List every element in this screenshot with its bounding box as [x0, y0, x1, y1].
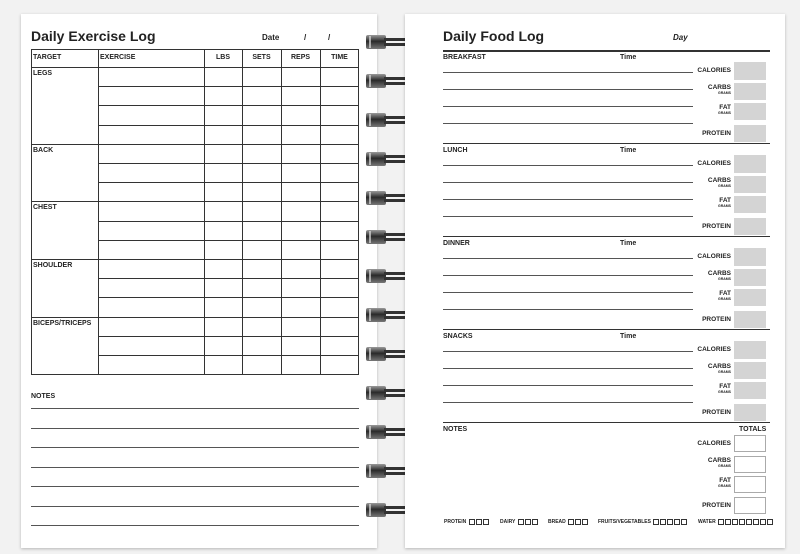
exercise-notes-lines — [31, 402, 359, 532]
total-field-carbs[interactable] — [734, 456, 766, 473]
nutrient-name: FAT — [719, 197, 731, 204]
target-label: LEGS — [33, 70, 53, 77]
notes-line[interactable] — [31, 506, 359, 507]
food-log-page — [405, 14, 785, 548]
tracker-bread-label: BREAD — [548, 519, 566, 525]
nutrient-name: CALORIES — [697, 67, 731, 74]
checkbox-icon[interactable] — [760, 519, 766, 525]
checkbox-icon[interactable] — [532, 519, 538, 525]
checkbox-icon[interactable] — [525, 519, 531, 525]
table-rule — [31, 201, 359, 202]
meal-label-breakfast: BREAKFAST — [443, 54, 486, 61]
nutrient-name: CALORIES — [697, 440, 731, 447]
meal-label-lunch: LUNCH — [443, 147, 468, 154]
nutrient-name: CARBS — [707, 177, 731, 184]
nutrient-name: CARBS — [707, 363, 731, 370]
grams-unit: GRAMS — [717, 204, 731, 208]
grams-unit: GRAMS — [717, 184, 731, 188]
tracker-bread — [548, 519, 588, 525]
nutrient-name: FAT — [719, 383, 731, 390]
target-label: CHEST — [33, 204, 57, 212]
exercise-log-title: Daily Exercise Log — [31, 28, 156, 44]
food-log-title: Daily Food Log — [443, 28, 545, 44]
total-label-carbs — [685, 457, 731, 468]
tracker-dairy — [500, 519, 538, 525]
grams-unit: GRAMS — [717, 277, 731, 281]
tracker-water-label: WATER — [698, 519, 716, 525]
nutrient-name: FAT — [719, 290, 731, 297]
meal-label-snacks: SNACKS — [443, 333, 473, 340]
checkbox-icon[interactable] — [667, 519, 673, 525]
time-label: Time — [620, 54, 637, 61]
checkbox-icon[interactable] — [476, 519, 482, 525]
totals-label: TOTALS — [739, 426, 767, 433]
time-label: Time — [620, 240, 637, 247]
checkbox-icon[interactable] — [718, 519, 724, 525]
notes-line[interactable] — [31, 525, 359, 526]
checkbox-icon[interactable] — [681, 519, 687, 525]
checkbox-icon[interactable] — [469, 519, 475, 525]
nutrient-name: FAT — [719, 477, 731, 484]
notes-line[interactable] — [31, 467, 359, 468]
exercise-log-page — [21, 14, 377, 548]
nutrient-name: PROTEIN — [702, 223, 731, 230]
table-rule — [31, 317, 359, 318]
tracker-protein-label: PROTEIN — [444, 519, 467, 525]
notes-line[interactable] — [31, 447, 359, 448]
nutrient-name: FAT — [719, 104, 731, 111]
grams-unit: GRAMS — [717, 484, 731, 488]
nutrient-name: CARBS — [707, 270, 731, 277]
table-rule — [31, 374, 359, 375]
checkbox-icon[interactable] — [483, 519, 489, 525]
table-column-rule — [320, 49, 321, 374]
table-column-rule — [204, 49, 205, 374]
table-column-rule — [242, 49, 243, 374]
checkbox-icon[interactable] — [660, 519, 666, 525]
notes-line[interactable] — [31, 408, 359, 409]
day-label: Day — [673, 33, 688, 42]
checkbox-icon[interactable] — [746, 519, 752, 525]
tracker-protein — [444, 519, 489, 525]
checkbox-icon[interactable] — [732, 519, 738, 525]
column-header-reps: REPS — [290, 54, 311, 61]
nutrient-name: CALORIES — [697, 253, 731, 260]
time-label: Time — [620, 147, 637, 154]
nutrient-name: PROTEIN — [702, 316, 731, 323]
grams-unit: GRAMS — [717, 390, 731, 394]
checkbox-icon[interactable] — [753, 519, 759, 525]
exercise-table — [31, 49, 359, 374]
checkbox-icon[interactable] — [518, 519, 524, 525]
target-label: BICEPS/TRICEPS — [33, 319, 92, 327]
tracker-dairy-label: DAIRY — [500, 519, 516, 525]
table-column-rule — [358, 49, 359, 374]
date-separator: / — [304, 33, 307, 42]
exercise-notes-label: NOTES — [31, 393, 56, 400]
checkbox-icon[interactable] — [575, 519, 581, 525]
grams-unit: GRAMS — [717, 370, 731, 374]
checkbox-icon[interactable] — [568, 519, 574, 525]
target-label: SHOULDER — [33, 262, 73, 269]
checkbox-icon[interactable] — [582, 519, 588, 525]
tracker-water — [698, 519, 773, 525]
meal-label-dinner: DINNER — [443, 240, 470, 247]
checkbox-icon[interactable] — [725, 519, 731, 525]
tracker-fruits-vegetables-label: FRUITS/VEGETABLES — [598, 519, 651, 525]
total-field-protein[interactable] — [734, 497, 766, 514]
tracker-fruits-vegetables — [598, 519, 687, 525]
date-separator: / — [328, 33, 331, 42]
checkbox-icon[interactable] — [767, 519, 773, 525]
time-label: Time — [620, 333, 637, 340]
column-header-exercise: EXERCISE — [100, 54, 136, 61]
column-header-target: TARGET — [33, 54, 62, 61]
total-label-fat — [685, 477, 731, 488]
table-rule — [31, 67, 359, 68]
target-label: BACK — [33, 146, 54, 154]
table-rule — [31, 259, 359, 260]
column-header-sets: SETS — [252, 54, 271, 61]
grams-unit: GRAMS — [717, 464, 731, 468]
nutrient-name: CARBS — [707, 84, 731, 91]
table-rule — [31, 144, 359, 145]
grams-unit: GRAMS — [717, 111, 731, 115]
table-column-rule — [98, 49, 99, 374]
notes-line[interactable] — [31, 486, 359, 487]
table-column-rule — [281, 49, 282, 374]
column-header-lbs: LBS — [216, 54, 230, 61]
nutrient-name: CALORIES — [697, 160, 731, 167]
date-label: Date — [262, 33, 280, 42]
nutrient-name: PROTEIN — [702, 502, 731, 509]
total-field-fat[interactable] — [734, 476, 766, 493]
checkbox-icon[interactable] — [674, 519, 680, 525]
nutrient-name: PROTEIN — [702, 130, 731, 137]
total-label-calories — [685, 440, 731, 447]
column-header-time: TIME — [331, 54, 348, 61]
total-field-calories[interactable] — [734, 435, 766, 452]
totals-section — [405, 14, 785, 548]
notes-line[interactable] — [31, 428, 359, 429]
nutrient-name: PROTEIN — [702, 409, 731, 416]
food-notes-label: NOTES — [443, 426, 468, 433]
grams-unit: GRAMS — [717, 297, 731, 301]
checkbox-icon[interactable] — [653, 519, 659, 525]
nutrient-name: CALORIES — [697, 346, 731, 353]
table-column-rule — [31, 49, 32, 374]
grams-unit: GRAMS — [717, 91, 731, 95]
nutrient-name: CARBS — [707, 457, 731, 464]
table-rule — [31, 49, 359, 50]
checkbox-icon[interactable] — [739, 519, 745, 525]
total-label-protein — [685, 502, 731, 509]
